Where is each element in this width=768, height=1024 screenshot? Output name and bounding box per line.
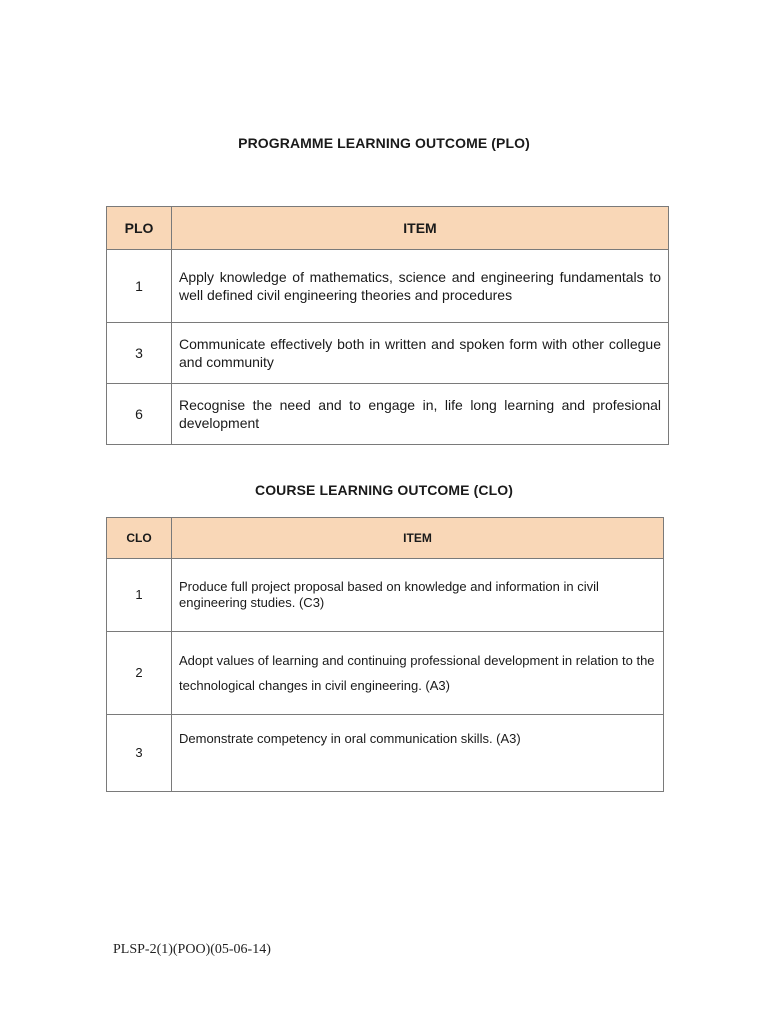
clo-column-header: CLO <box>107 518 172 559</box>
table-row <box>107 323 669 384</box>
clo-header-row <box>107 518 664 559</box>
plo-section-title: PROGRAMME LEARNING OUTCOME (PLO) <box>238 135 530 151</box>
clo-item-text: Demonstrate competency in oral communication skills. (A3) <box>172 715 664 792</box>
table-row <box>107 250 669 323</box>
plo-number: 1 <box>107 250 172 323</box>
plo-item-column-header: ITEM <box>172 207 669 250</box>
plo-header-row <box>107 207 669 250</box>
table-row <box>107 632 664 715</box>
table-row <box>107 559 664 632</box>
clo-item-text: Adopt values of learning and continuing professional development in relation to the technological changes in civil engineering. (A3) <box>172 632 664 715</box>
clo-item-text: Produce full project proposal based on knowledge and information in civil engineering studies. (C3) <box>172 559 664 632</box>
table-row <box>107 715 664 792</box>
plo-item-text: Apply knowledge of mathematics, science and engineering fundamentals to well defined civil engineering theories and procedures <box>172 250 669 323</box>
clo-number: 1 <box>107 559 172 632</box>
plo-number: 3 <box>107 323 172 384</box>
clo-item-column-header: ITEM <box>172 518 664 559</box>
clo-number: 2 <box>107 632 172 715</box>
clo-section-title: COURSE LEARNING OUTCOME (CLO) <box>254 482 513 498</box>
table-row <box>107 384 669 445</box>
clo-number: 3 <box>107 715 172 792</box>
plo-item-text: Recognise the need and to engage in, life long learning and profesional development <box>172 384 669 445</box>
document-code-footer: PLSP-2(1)(POO)(05-06-14) <box>113 942 271 957</box>
clo-table <box>106 517 664 792</box>
plo-table <box>106 206 669 445</box>
plo-number: 6 <box>107 384 172 445</box>
plo-item-text: Communicate effectively both in written and spoken form with other collegue and community <box>172 323 669 384</box>
plo-column-header: PLO <box>107 207 172 250</box>
